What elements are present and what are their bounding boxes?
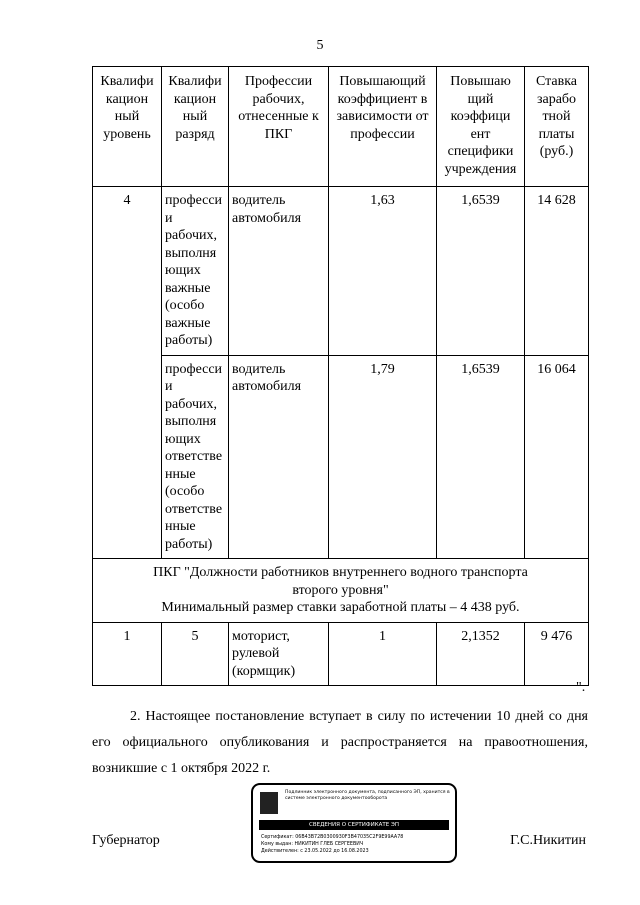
signature-position: Губернатор bbox=[92, 833, 160, 848]
body-paragraph: 2. Настоящее постановление вступает в силу по истечении 10 дней со дня его официального опубликования и распространяется на правоотношения, возникшие с 1 октября 2022 г. bbox=[92, 709, 588, 776]
header-professions: Профессии рабочих, отнесенные к ПКГ bbox=[229, 67, 329, 187]
rate-cell: 9 476 bbox=[525, 622, 589, 686]
qual-level-cell: 1 bbox=[93, 622, 162, 686]
category-cell: професси и рабочих, выполня ющих важные (особо важные работы) bbox=[162, 187, 229, 356]
header-rate: Ставка зарабо тной платы (руб.) bbox=[525, 67, 589, 187]
coat-of-arms-icon bbox=[260, 792, 278, 814]
stamp-issued-to: Кому выдан: НИКИТИН ГЛЕБ СЕРГЕЕВИЧ bbox=[261, 842, 364, 847]
coef-institution-cell: 1,6539 bbox=[437, 187, 525, 356]
pkg-section-row bbox=[93, 559, 589, 623]
pkg-section-title-line1: ПКГ "Должности работников внутреннего водного транспорта bbox=[153, 565, 528, 580]
coef-profession-cell: 1,79 bbox=[329, 355, 437, 559]
salary-table bbox=[92, 66, 589, 686]
table-row bbox=[93, 187, 589, 356]
qual-level-cell: 4 bbox=[93, 187, 162, 559]
rate-cell: 14 628 bbox=[525, 187, 589, 356]
table-header-row bbox=[93, 67, 589, 187]
stamp-certificate: Сертификат: 06B43B72B0300930F3B47035C2F9E99AA78 bbox=[261, 835, 404, 840]
header-coef-institution: Повышаю щий коэффици ент специфики учреждения bbox=[437, 67, 525, 187]
profession-cell: водитель автомобиля bbox=[229, 355, 329, 559]
profession-cell: водитель автомобиля bbox=[229, 187, 329, 356]
category-cell: професси и рабочих, выполня ющих ответстве нные (особо ответстве нные работы) bbox=[162, 355, 229, 559]
stamp-band: СВЕДЕНИЯ О СЕРТИФИКАТЕ ЭП bbox=[259, 820, 449, 830]
qual-grade-cell: 5 bbox=[162, 622, 229, 686]
profession-cell: моторист, рулевой (кормщик) bbox=[229, 622, 329, 686]
stamp-top-text: Подлинник электронного документа, подписанного ЭП, хранится в системе электронного документооборота bbox=[285, 790, 450, 801]
page-number: 5 bbox=[316, 38, 324, 53]
rate-cell: 16 064 bbox=[525, 355, 589, 559]
pkg-section-cell bbox=[93, 559, 589, 623]
e-signature-stamp bbox=[251, 783, 457, 863]
coef-institution-cell: 1,6539 bbox=[437, 355, 525, 559]
pkg-section-title-line2: второго уровня" bbox=[292, 582, 389, 598]
header-qual-grade: Квалифи кацион ный разряд bbox=[162, 67, 229, 187]
coef-institution-cell: 2,1352 bbox=[437, 622, 525, 686]
header-coef-profession: Повышающий коэффициент в зависимости от профессии bbox=[329, 67, 437, 187]
stamp-details bbox=[261, 834, 403, 855]
table-row bbox=[93, 355, 589, 559]
stamp-valid: Действителен: с 23.05.2022 до 16.08.2023 bbox=[261, 849, 369, 854]
signature-name: Г.С.Никитин bbox=[510, 833, 586, 848]
table-row bbox=[93, 622, 589, 686]
header-qual-level: Квалифи кацион ный уровень bbox=[93, 67, 162, 187]
coef-profession-cell: 1 bbox=[329, 622, 437, 686]
closing-quote: ". bbox=[576, 680, 586, 695]
coef-profession-cell: 1,63 bbox=[329, 187, 437, 356]
pkg-section-min-rate: Минимальный размер ставки заработной платы – 4 438 руб. bbox=[161, 600, 520, 615]
